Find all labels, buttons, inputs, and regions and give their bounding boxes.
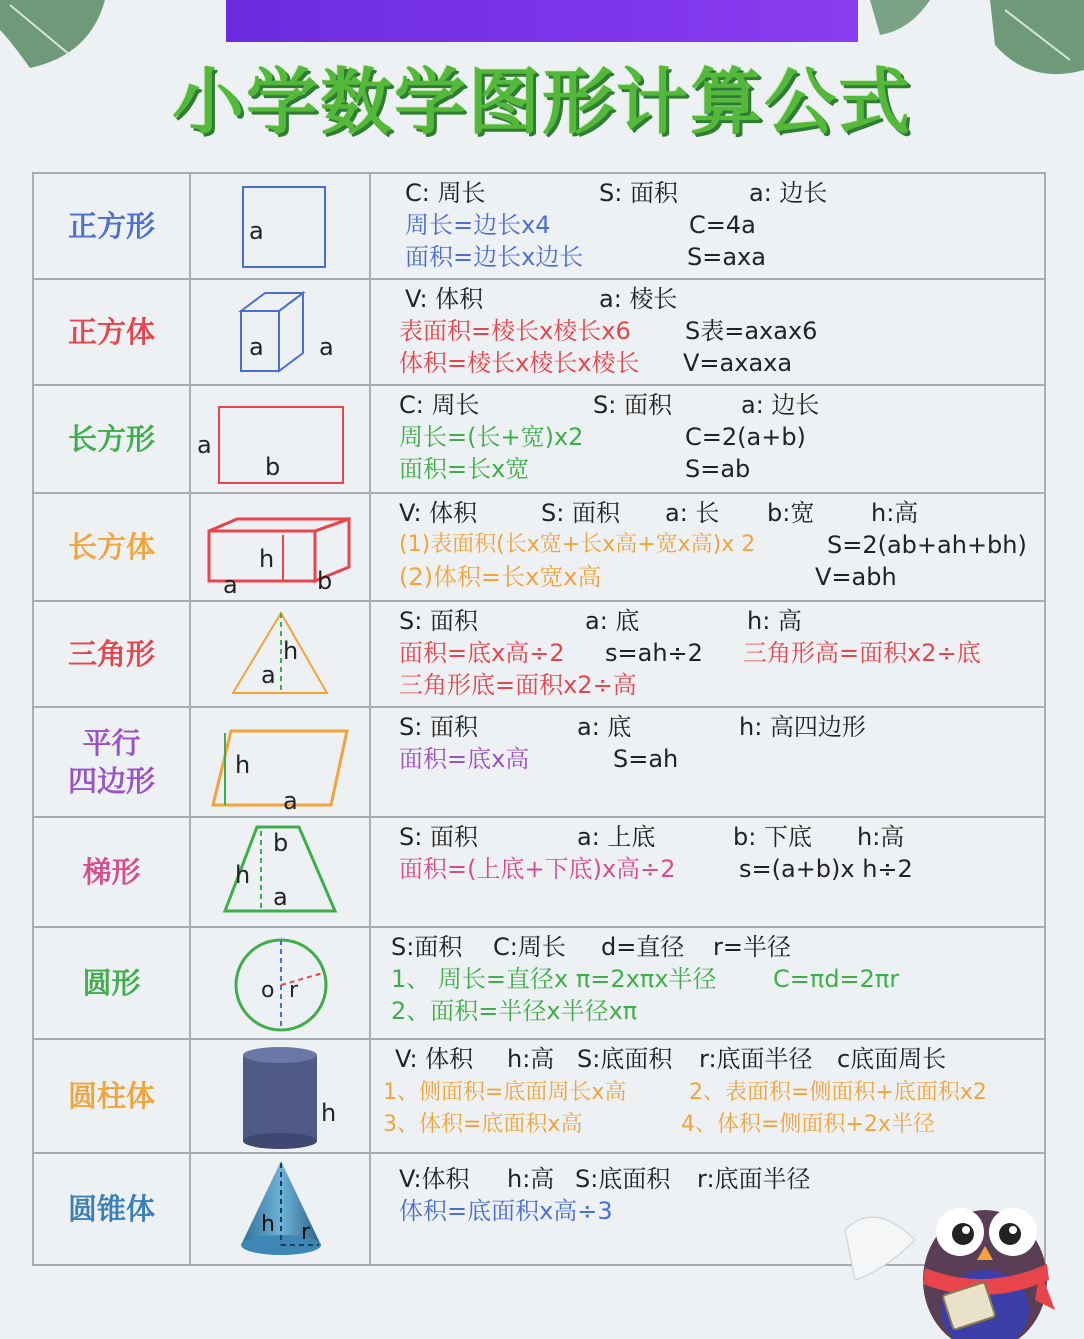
formula-text: a: 边长 (749, 179, 828, 207)
formula-text: r:底面半径 (697, 1165, 811, 1193)
formula-text: C=2(a+b) (685, 423, 806, 451)
formula-text: h: 高 (747, 607, 802, 635)
fig-label: h (259, 545, 275, 573)
fig-label: h (235, 751, 251, 779)
formula-text: V:体积 (399, 1165, 470, 1193)
formula-text: 周长=(长+宽)x2 (399, 423, 584, 451)
formula-text: 3、体积=底面积x高 (383, 1112, 583, 1137)
formula-text: 面积=(上底+下底)x高÷2 (399, 855, 676, 883)
formula-text: S: 面积 (599, 179, 678, 207)
formula-text: 体积=底面积x高÷3 (399, 1197, 613, 1225)
formula-text: 1、侧面积=底面周长x高 (383, 1080, 627, 1105)
formula-text: 2、面积=半径x半径xπ (391, 997, 638, 1025)
formula-text: d=直径 (601, 933, 685, 961)
rectangle-figure (190, 385, 370, 493)
formula-text: S表=axax6 (685, 317, 818, 345)
formula-text: h:高 (507, 1165, 555, 1193)
formula-text: S:底面积 (577, 1045, 673, 1073)
formula-text: a: 边长 (741, 391, 820, 419)
shape-name: 平行 四边形 (33, 707, 190, 817)
formula-text: 2、表面积=侧面积+底面积x2 (689, 1080, 987, 1105)
formula-cell (370, 279, 1045, 385)
formula-text: V: 体积 (399, 499, 478, 527)
formula-cell (370, 817, 1045, 927)
fig-label: b (317, 567, 333, 595)
cone-figure (190, 1153, 370, 1265)
cylinder-figure (190, 1039, 370, 1153)
fig-label: a (261, 661, 276, 689)
formula-text: b:宽 (767, 499, 815, 527)
formula-text: S=axa (687, 243, 766, 271)
formula-text: C=πd=2πr (773, 965, 900, 993)
formula-text: a: 棱长 (599, 285, 678, 313)
formula-text: s=ah÷2 (605, 639, 703, 667)
square-figure (190, 173, 370, 279)
formula-text: r=半径 (713, 933, 791, 961)
fig-label: a (283, 787, 298, 815)
parallelogram-figure (190, 707, 370, 817)
formula-text: 面积=底x高 (399, 745, 530, 773)
shape-name: 长方形 (33, 385, 190, 493)
formula-text: V: 体积 (395, 1045, 474, 1073)
table-row (33, 817, 1045, 927)
formula-text: 面积=底x高÷2 (399, 639, 565, 667)
formula-text: h: 高四边形 (739, 713, 866, 741)
formula-cell (370, 927, 1045, 1039)
fig-label: a (197, 431, 212, 459)
formula-text: 4、体积=侧面积+2x半径 (681, 1112, 935, 1137)
fig-label: o (261, 978, 275, 1003)
shape-name: 正方体 (33, 279, 190, 385)
formula-text: S: 面积 (541, 499, 620, 527)
shape-name: 圆锥体 (33, 1153, 190, 1265)
formula-cell (370, 173, 1045, 279)
table-row (33, 173, 1045, 279)
formula-text: s=(a+b)x h÷2 (739, 855, 913, 883)
formula-cell (370, 385, 1045, 493)
formula-text: a: 长 (665, 499, 720, 527)
formula-text: h:高 (507, 1045, 555, 1073)
formula-cell (370, 707, 1045, 817)
shape-name: 圆形 (33, 927, 190, 1039)
shape-name: 圆柱体 (33, 1039, 190, 1153)
fig-label: r (289, 978, 299, 1003)
table-row (33, 385, 1045, 493)
formula-text: S:面积 (391, 933, 463, 961)
shape-name: 长方体 (33, 493, 190, 601)
formula-text: 周长=边长x4 (405, 211, 551, 239)
formula-cell (370, 1039, 1045, 1153)
shape-name: 正方形 (33, 173, 190, 279)
formula-text: 面积=长x宽 (399, 455, 530, 483)
formula-text: h:高 (871, 499, 919, 527)
circle-figure (190, 927, 370, 1039)
fig-label: h (283, 637, 299, 665)
formula-text: 面积=边长x边长 (405, 243, 584, 271)
table-row (33, 927, 1045, 1039)
fig-label: b (273, 829, 289, 857)
formula-text: V=abh (815, 563, 897, 591)
formula-text: S:底面积 (575, 1165, 671, 1193)
triangle-figure (190, 601, 370, 707)
formula-cell (370, 601, 1045, 707)
formula-text: 三角形高=面积x2÷底 (743, 639, 981, 667)
owl-mascot-illustration (835, 1160, 1055, 1339)
formula-text: r:底面半径 (699, 1045, 813, 1073)
formula-text: 1、 周长=直径x π=2xπx半径 (391, 965, 717, 993)
formula-text: V: 体积 (405, 285, 484, 313)
table-row (33, 1039, 1045, 1153)
fig-label: a (273, 883, 288, 911)
formula-text: b: 下底 (733, 823, 812, 851)
fig-label: h (321, 1099, 337, 1127)
formula-text: S: 面积 (399, 823, 478, 851)
formula-text: C=4a (689, 211, 756, 239)
formula-text: a: 上底 (577, 823, 656, 851)
page-title: 小学数学图形计算公式 (171, 60, 912, 144)
fig-label: r (301, 1220, 311, 1245)
formula-text: (2)体积=长x宽x高 (399, 563, 602, 591)
fig-label: a (249, 217, 264, 245)
formula-text: C:周长 (493, 933, 566, 961)
fig-label: a (249, 333, 264, 361)
fig-label: a (223, 571, 238, 599)
cuboid-figure (190, 493, 370, 601)
formula-text: S=ah (613, 745, 679, 773)
formula-text: S=2(ab+ah+bh) (827, 531, 1027, 559)
fig-label: a (319, 333, 334, 361)
top-banner (226, 0, 858, 42)
formula-text: S=ab (685, 455, 751, 483)
fig-label: h (261, 1212, 275, 1237)
formula-text: C: 周长 (405, 179, 486, 207)
formula-text: (1)表面积(长x宽+长x高+宽x高)x 2 (399, 532, 756, 557)
shape-name: 三角形 (33, 601, 190, 707)
table-row (33, 279, 1045, 385)
cube-figure (190, 279, 370, 385)
formula-text: S: 面积 (593, 391, 672, 419)
formula-text: V=axaxa (683, 349, 793, 377)
table-row (33, 601, 1045, 707)
formula-text: 三角形底=面积x2÷高 (399, 671, 637, 699)
formula-text: C: 周长 (399, 391, 480, 419)
formula-text: a: 底 (585, 607, 640, 635)
formula-text: S: 面积 (399, 713, 478, 741)
table-row (33, 707, 1045, 817)
formula-text: 表面积=棱长x棱长x6 (399, 317, 631, 345)
formula-text: c底面周长 (837, 1045, 947, 1073)
formula-text: h:高 (857, 823, 905, 851)
formula-text: 体积=棱长x棱长x棱长 (399, 349, 640, 377)
formula-text: a: 底 (577, 713, 632, 741)
table-row (33, 493, 1045, 601)
shape-name: 梯形 (33, 817, 190, 927)
fig-label: b (265, 453, 281, 481)
fig-label: h (235, 861, 251, 889)
formula-cell (370, 493, 1045, 601)
formula-table (32, 172, 1046, 1266)
trapezoid-figure (190, 817, 370, 927)
formula-text: S: 面积 (399, 607, 478, 635)
